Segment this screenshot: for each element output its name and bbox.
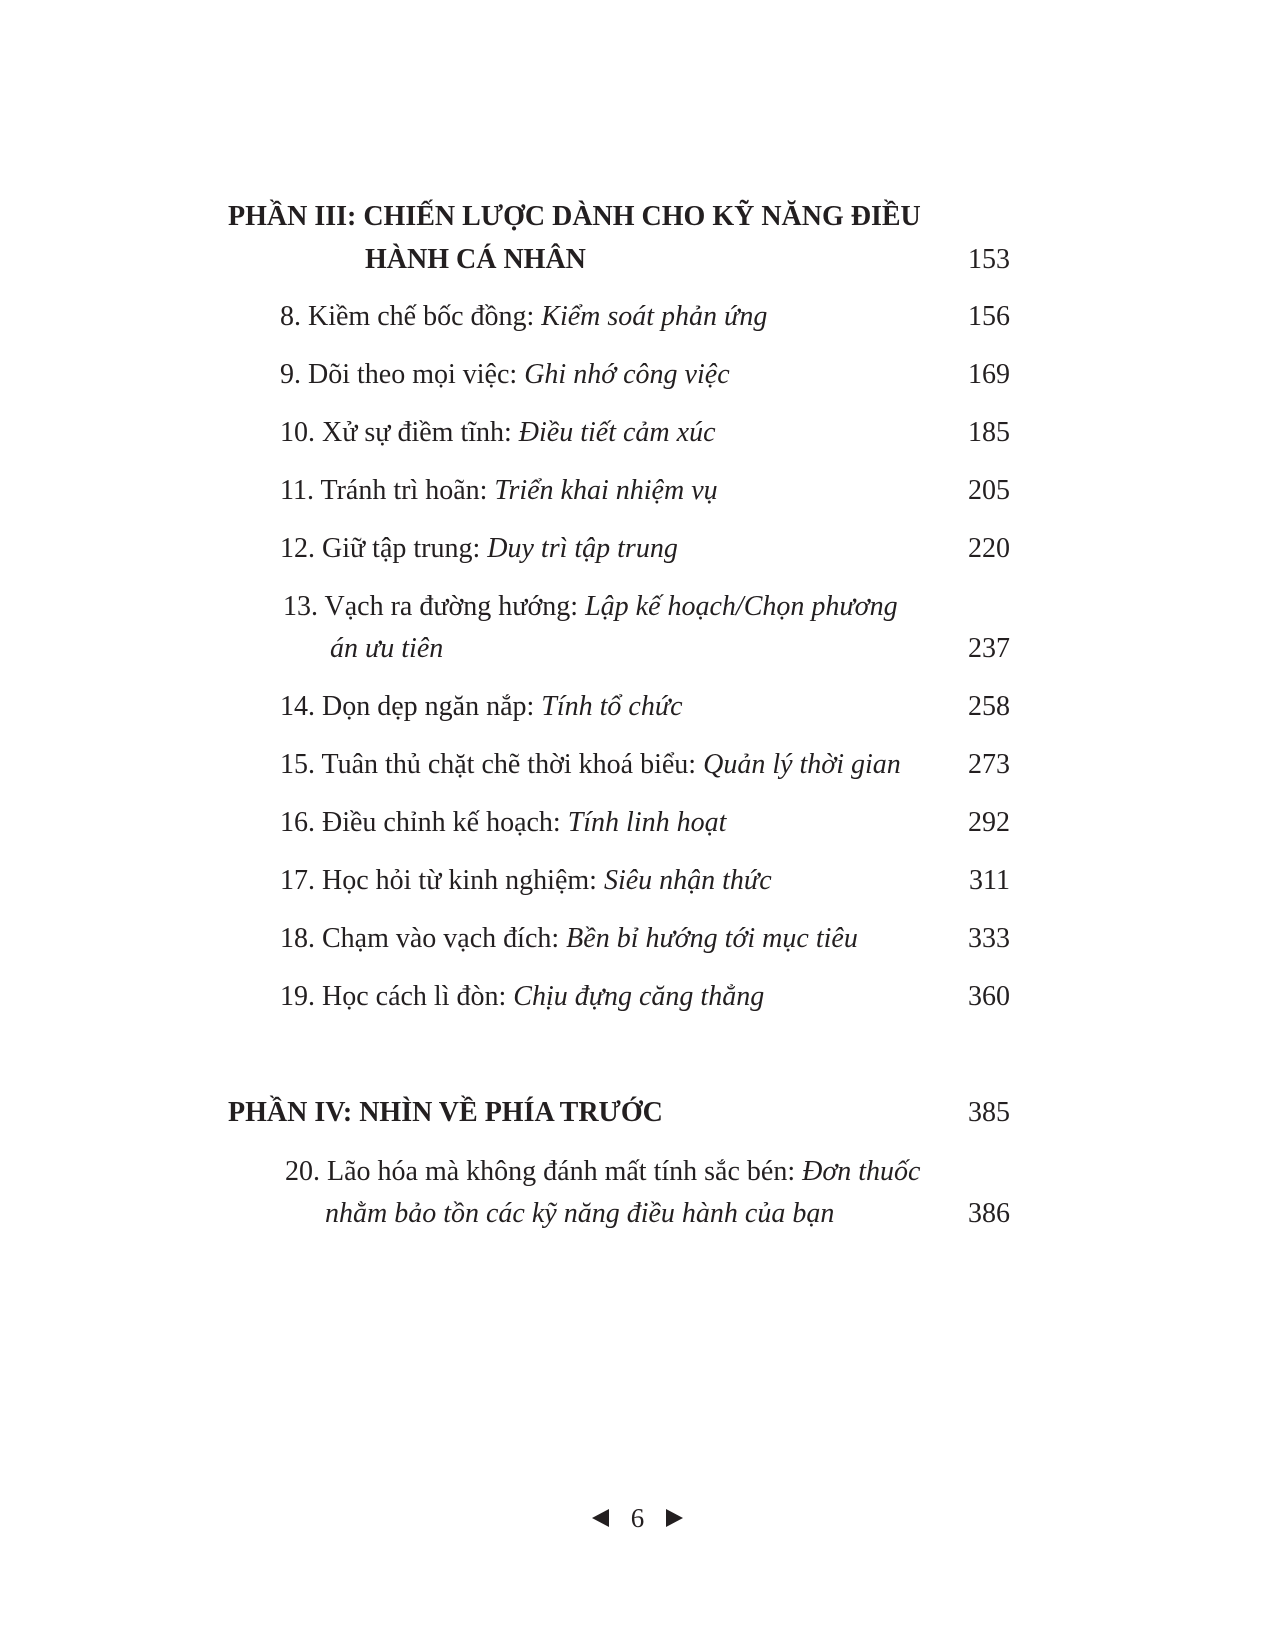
toc-entry-20[interactable] (285, 1155, 920, 1189)
toc-entry-label: 9. Dõi theo mọi việc: (280, 359, 525, 390)
toc-entry-20-subtitle-line2: nhằm bảo tồn các kỹ năng điều hành của bạn (325, 1198, 835, 1229)
toc-entry-subtitle: Siêu nhận thức (603, 865, 772, 896)
toc-entry-9[interactable] (280, 358, 730, 392)
toc-entry-subtitle: Đơn thuốc (802, 1156, 921, 1187)
toc-entry-subtitle: Quản lý thời gian (703, 749, 901, 780)
toc-entry-label: 17. Học hỏi từ kinh nghiệm: (280, 865, 604, 896)
toc-entry-16[interactable] (280, 806, 726, 840)
toc-entry-11[interactable] (280, 474, 718, 508)
toc-entry-subtitle: Kiểm soát phản ứng (541, 301, 768, 332)
toc-entry-12[interactable] (280, 532, 678, 566)
toc-entry-subtitle: Bền bỉ hướng tới mục tiêu (566, 923, 858, 954)
toc-entry-label: 11. Tránh trì hoãn: (280, 475, 495, 506)
toc-entry-19[interactable] (280, 980, 764, 1014)
toc-entry-subtitle: Ghi nhớ công việc (524, 359, 730, 390)
toc-entry-subtitle: Chịu đựng căng thẳng (513, 981, 765, 1012)
toc-entry-label: 19. Học cách lì đòn: (280, 981, 514, 1012)
toc-entry-label: 10. Xử sự điềm tĩnh: (280, 417, 519, 448)
toc-entry-14[interactable] (280, 690, 683, 724)
toc-entry-label: 12. Giữ tập trung: (280, 533, 488, 564)
toc-entry-13-subtitle-line2: án ưu tiên (330, 633, 444, 664)
toc-entry-18[interactable] (280, 922, 858, 956)
toc-entry-label: 18. Chạm vào vạch đích: (280, 923, 567, 954)
toc-entry-label: 16. Điều chỉnh kế hoạch: (280, 807, 568, 838)
toc-entry-subtitle: Tính tổ chức (541, 691, 683, 722)
toc-entry-label: 14. Dọn dẹp ngăn nắp: (280, 691, 542, 722)
toc-entry-label: 20. Lão hóa mà không đánh mất tính sắc bén: (285, 1156, 803, 1187)
toc-entry-label: 15. Tuân thủ chặt chẽ thời khoá biểu: (280, 749, 704, 780)
toc-entry-8[interactable] (280, 300, 767, 334)
toc-entry-10[interactable] (280, 416, 716, 450)
toc-entry-subtitle: Lập kế hoạch/Chọn phương (585, 591, 898, 622)
toc-entry-13[interactable] (283, 590, 898, 624)
part3-title-line1: PHẦN III: CHIẾN LƯỢC DÀNH CHO KỸ NĂNG ĐIỀU (228, 201, 921, 232)
toc-entry-subtitle: Tính linh hoạt (567, 807, 727, 838)
part4-title: PHẦN IV: NHÌN VỀ PHÍA TRƯỚC (228, 1097, 663, 1128)
toc-entry-subtitle: Điều tiết cảm xúc (518, 417, 716, 448)
page-navigation (0, 1500, 1275, 1536)
triangle-right-icon[interactable] (666, 1509, 683, 1527)
toc-entry-label: 13. Vạch ra đường hướng: (283, 591, 586, 622)
toc-entry-label: 8. Kiềm chế bốc đồng: (280, 301, 542, 332)
part3-title-line2: HÀNH CÁ NHÂN (365, 244, 586, 275)
toc-entry-subtitle: Triển khai nhiệm vụ (494, 475, 718, 506)
triangle-left-icon[interactable] (592, 1509, 609, 1527)
toc-entry-15[interactable] (280, 748, 901, 782)
toc-entry-17[interactable] (280, 864, 772, 898)
page-number: 6 (630, 1503, 645, 1533)
toc-entry-subtitle: Duy trì tập trung (487, 533, 678, 564)
